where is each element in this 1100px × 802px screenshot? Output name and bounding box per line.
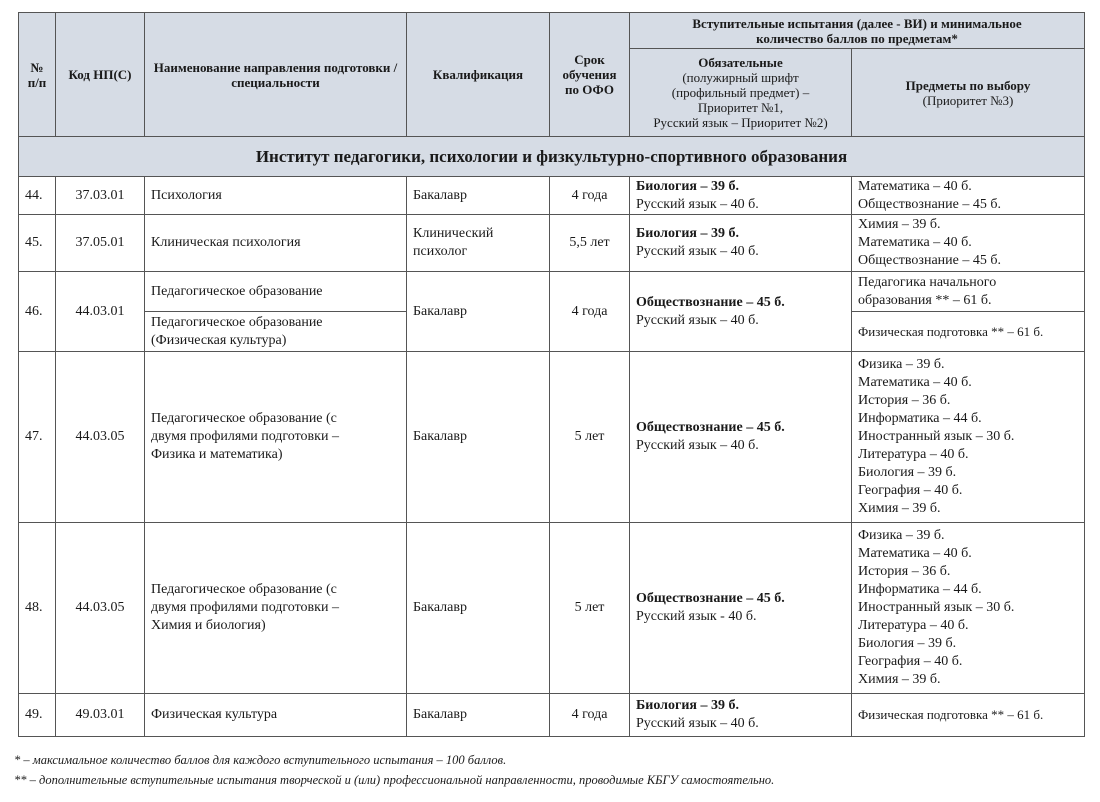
russian-subject: Русский язык – 40 б. bbox=[636, 438, 759, 453]
elective-item: Физика – 39 б. bbox=[858, 357, 945, 372]
row-qualification: Бакалавр bbox=[407, 523, 550, 694]
header-exams bbox=[630, 13, 1085, 49]
elective-item: Биология – 39 б. bbox=[858, 465, 957, 480]
header-name: Наименование направления подготовки / специальности bbox=[145, 13, 407, 137]
row-term: 4 года bbox=[550, 177, 630, 215]
row-name bbox=[145, 523, 407, 694]
elective-item: Информатика – 44 б. bbox=[858, 411, 982, 426]
row-code: 49.03.01 bbox=[56, 694, 145, 737]
row-term: 4 года bbox=[550, 272, 630, 352]
row-elective: Физическая подготовка ** – 61 б. bbox=[852, 694, 1085, 737]
name-line: двумя профилями подготовки – bbox=[151, 600, 339, 615]
row-elective bbox=[852, 352, 1085, 523]
russian-subject: Русский язык – 40 б. bbox=[636, 312, 759, 328]
elective-item: Литература – 40 б. bbox=[858, 618, 969, 633]
header-exams-line2: количество баллов по предметам* bbox=[756, 30, 958, 46]
qualification-line: психолог bbox=[413, 244, 468, 259]
header-num: № п/п bbox=[19, 13, 56, 137]
table-row bbox=[19, 523, 1085, 694]
footnote-1: * – максимальное количество баллов для каждого вступительного испытания – 100 баллов. bbox=[14, 753, 507, 767]
elective-item: География – 40 б. bbox=[858, 654, 963, 669]
name-line: Физика и математика) bbox=[151, 447, 283, 462]
header-elective bbox=[852, 49, 1085, 137]
row-mandatory bbox=[630, 694, 852, 737]
elective-item: Литература – 40 б. bbox=[858, 447, 969, 462]
header-elective-title: Предметы по выбору bbox=[905, 77, 1031, 93]
row-num: 49. bbox=[19, 694, 56, 737]
row-code: 44.03.01 bbox=[56, 272, 145, 352]
elective-item: Педагогика начального bbox=[858, 274, 997, 290]
row-qualification: Бакалавр bbox=[407, 352, 550, 523]
elective-item: Химия – 39 б. bbox=[858, 501, 941, 516]
row-name: Психология bbox=[145, 177, 407, 215]
row-mandatory bbox=[630, 177, 852, 215]
row-elective: Физическая подготовка ** – 61 б. bbox=[852, 312, 1085, 352]
russian-subject: Русский язык – 40 б. bbox=[636, 196, 759, 212]
row-qualification: Бакалавр bbox=[407, 694, 550, 737]
elective-item: Иностранный язык – 30 б. bbox=[858, 429, 1015, 444]
admission-table bbox=[18, 12, 1085, 737]
row-term: 5 лет bbox=[550, 352, 630, 523]
name-line: Химия и биология) bbox=[151, 618, 266, 633]
row-name: Клиническая психология bbox=[145, 215, 407, 272]
header-mandatory-title: Обязательные bbox=[698, 55, 783, 70]
header-mandatory-l4: Русский язык – Приоритет №2) bbox=[653, 115, 828, 130]
row-mandatory bbox=[630, 272, 852, 352]
mandatory-subject: Биология – 39 б. bbox=[636, 226, 739, 241]
row-num: 45. bbox=[19, 215, 56, 272]
elective-item: Математика – 40 б. bbox=[858, 546, 972, 561]
row-mandatory bbox=[630, 523, 852, 694]
row-code: 44.03.05 bbox=[56, 523, 145, 694]
header-code: Код НП(С) bbox=[56, 13, 145, 137]
elective-item: Обществознание – 45 б. bbox=[858, 253, 1001, 268]
row-num: 44. bbox=[19, 177, 56, 215]
elective-item: образования ** – 61 б. bbox=[858, 292, 992, 308]
russian-subject: Русский язык – 40 б. bbox=[636, 716, 759, 731]
header-qualification: Квалификация bbox=[407, 13, 550, 137]
row-num: 48. bbox=[19, 523, 56, 694]
elective-item: Математика – 40 б. bbox=[858, 235, 972, 250]
elective-item: История – 36 б. bbox=[858, 564, 951, 579]
mandatory-subject: Обществознание – 45 б. bbox=[636, 294, 785, 310]
elective-item: Биология – 39 б. bbox=[858, 636, 957, 651]
row-term: 5 лет bbox=[550, 523, 630, 694]
row-elective bbox=[852, 177, 1085, 215]
elective-item: История – 36 б. bbox=[858, 393, 951, 408]
row-elective bbox=[852, 272, 1085, 312]
row-name bbox=[145, 352, 407, 523]
elective-item: Математика – 40 б. bbox=[858, 178, 972, 194]
mandatory-subject: Обществознание – 45 б. bbox=[636, 591, 785, 606]
elective-item: Математика – 40 б. bbox=[858, 375, 972, 390]
elective-item: Обществознание – 45 б. bbox=[858, 196, 1001, 212]
row-mandatory bbox=[630, 215, 852, 272]
header-mandatory-l3: Приоритет №1, bbox=[697, 100, 784, 115]
row-code: 44.03.05 bbox=[56, 352, 145, 523]
name-line: (Физическая культура) bbox=[151, 332, 287, 348]
row-code: 37.03.01 bbox=[56, 177, 145, 215]
footnotes bbox=[14, 750, 774, 790]
row-mandatory bbox=[630, 352, 852, 523]
qualification-line: Клинический bbox=[413, 226, 494, 241]
row-code: 37.05.01 bbox=[56, 215, 145, 272]
header-term: Срок обучения по ОФО bbox=[550, 13, 630, 137]
table-row bbox=[19, 272, 1085, 312]
row-elective bbox=[852, 215, 1085, 272]
elective-item: Физика – 39 б. bbox=[858, 528, 945, 543]
russian-subject: Русский язык – 40 б. bbox=[636, 244, 759, 259]
row-num: 46. bbox=[19, 272, 56, 352]
table-row bbox=[19, 694, 1085, 737]
mandatory-subject: Обществознание – 45 б. bbox=[636, 420, 785, 435]
row-term: 4 года bbox=[550, 694, 630, 737]
table-row bbox=[19, 177, 1085, 215]
mandatory-subject: Биология – 39 б. bbox=[636, 698, 739, 713]
row-elective bbox=[852, 523, 1085, 694]
name-line: Педагогическое образование bbox=[151, 314, 323, 330]
row-name: Физическая культура bbox=[145, 694, 407, 737]
section-title: Институт педагогики, психологии и физкультурно-спортивного образования bbox=[19, 137, 1085, 177]
header-mandatory-l1: (полужирный шрифт bbox=[682, 70, 799, 85]
row-num: 47. bbox=[19, 352, 56, 523]
elective-item: География – 40 б. bbox=[858, 483, 963, 498]
elective-item: Информатика – 44 б. bbox=[858, 582, 982, 597]
elective-item: Химия – 39 б. bbox=[858, 672, 941, 687]
footnote-2: ** – дополнительные вступительные испытания творческой и (или) профессиональной направленности, проводимые КБГУ самостоятельно. bbox=[14, 773, 775, 787]
table-row bbox=[19, 215, 1085, 272]
name-line: Педагогическое образование (с bbox=[151, 582, 337, 597]
name-line: двумя профилями подготовки – bbox=[151, 429, 339, 444]
name-line: Педагогическое образование (с bbox=[151, 411, 337, 426]
row-qualification: Бакалавр bbox=[407, 272, 550, 352]
header-elective-sub: (Приоритет №3) bbox=[922, 92, 1014, 108]
elective-item: Иностранный язык – 30 б. bbox=[858, 600, 1015, 615]
table-row bbox=[19, 352, 1085, 523]
row-name bbox=[145, 312, 407, 352]
row-name: Педагогическое образование bbox=[145, 272, 407, 312]
header-exams-line1: Вступительные испытания (далее - ВИ) и минимальное bbox=[692, 15, 1022, 31]
header-mandatory bbox=[630, 49, 852, 137]
header-mandatory-l2: (профильный предмет) – bbox=[671, 85, 810, 100]
row-qualification: Бакалавр bbox=[407, 177, 550, 215]
row-term: 5,5 лет bbox=[550, 215, 630, 272]
elective-item: Химия – 39 б. bbox=[858, 217, 941, 232]
row-qualification bbox=[407, 215, 550, 272]
russian-subject: Русский язык - 40 б. bbox=[636, 609, 757, 624]
mandatory-subject: Биология – 39 б. bbox=[636, 178, 739, 194]
